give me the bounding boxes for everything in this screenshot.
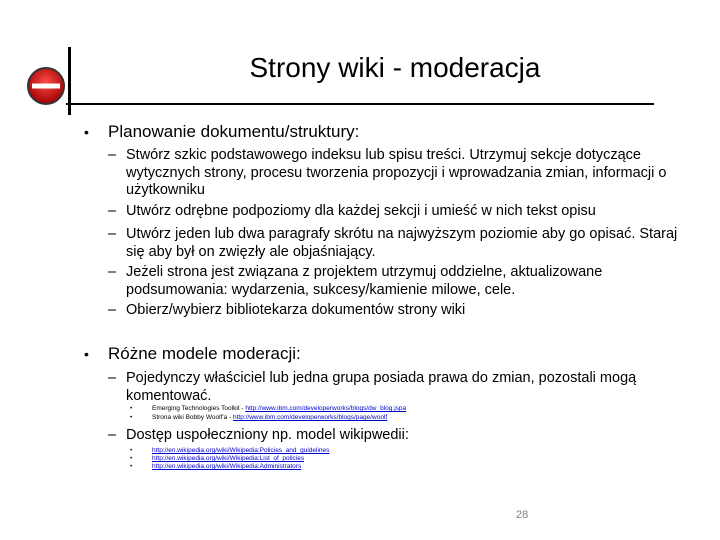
bullet2-heading: Różne modele moderacji: bbox=[108, 344, 301, 363]
reference-link[interactable]: http://en.wikipedia.org/wiki/Wikipedia:List_of_policies bbox=[152, 455, 305, 462]
page-number: 28 bbox=[516, 509, 529, 521]
horizontal-divider bbox=[66, 103, 654, 105]
reference-link[interactable]: http://en.wikipedia.org/wiki/Wikipedia:Policies_and_guidelines bbox=[152, 447, 330, 454]
reference-item: • http://en.wikipedia.org/wiki/Wikipedia:Administrators bbox=[130, 463, 302, 470]
list-item: – Pojedynczy właściciel lub jedna grupa posiada prawa do zmian, pozostali mogą komentować. bbox=[108, 370, 637, 404]
reference-item: • Strona wiki Bobby Woolf'a - http://www.ibm.com/developerworks/blogs/page/woolf bbox=[130, 414, 388, 421]
list-item: – Stwórz szkic podstawowego indeksu lub spisu treści. Utrzymuj sekcje dotyczące wytycznych strony, procesu tworzenia propozycji i wprowadzania zmian, informacji o użytkowniku bbox=[108, 147, 667, 198]
list-item: – Dostęp uspołeczniony np. model wikipwedii: bbox=[108, 427, 409, 443]
list-item: – Utwórz jeden lub dwa paragrafy skrótu na najwyższym poziomie aby go opisać. Staraj się aby był on zwięzły ale objaśniający. bbox=[108, 226, 678, 260]
list-item: – Obierz/wybierz bibliotekarza dokumentów strony wiki bbox=[108, 302, 466, 318]
reference-item: • http://en.wikipedia.org/wiki/Wikipedia:Policies_and_guidelines bbox=[130, 447, 330, 454]
bullet1-heading: Planowanie dokumentu/struktury: bbox=[108, 122, 360, 141]
reference-link[interactable]: http://www.ibm.com/developerworks/blogs/dw_blog.jspa bbox=[245, 405, 407, 412]
slide-title: Strony wiki - moderacja bbox=[249, 52, 541, 83]
reference-link[interactable]: http://en.wikipedia.org/wiki/Wikipedia:Administrators bbox=[152, 463, 302, 470]
reference-item: • http://en.wikipedia.org/wiki/Wikipedia:List_of_policies bbox=[130, 455, 305, 462]
red-circle-logo-icon bbox=[26, 66, 66, 106]
list-item: – Jeżeli strona jest związana z projektem utrzymuj oddzielne, aktualizowane podsumowania: wydarzenia, sukcesy/kamienie milowe, cele. bbox=[108, 264, 603, 298]
list-item: – Utwórz odrębne podpoziomy dla każdej sekcji i umieść w nich tekst opisu bbox=[108, 203, 596, 219]
reference-link[interactable]: http://www.ibm.com/developerworks/blogs/page/woolf bbox=[232, 414, 388, 421]
reference-item: • Emerging Technologies Toolkit - http://www.ibm.com/developerworks/blogs/dw_blog.jspa bbox=[130, 405, 407, 412]
bullet-marker: • bbox=[84, 346, 89, 362]
bullet-marker: • bbox=[84, 124, 89, 140]
